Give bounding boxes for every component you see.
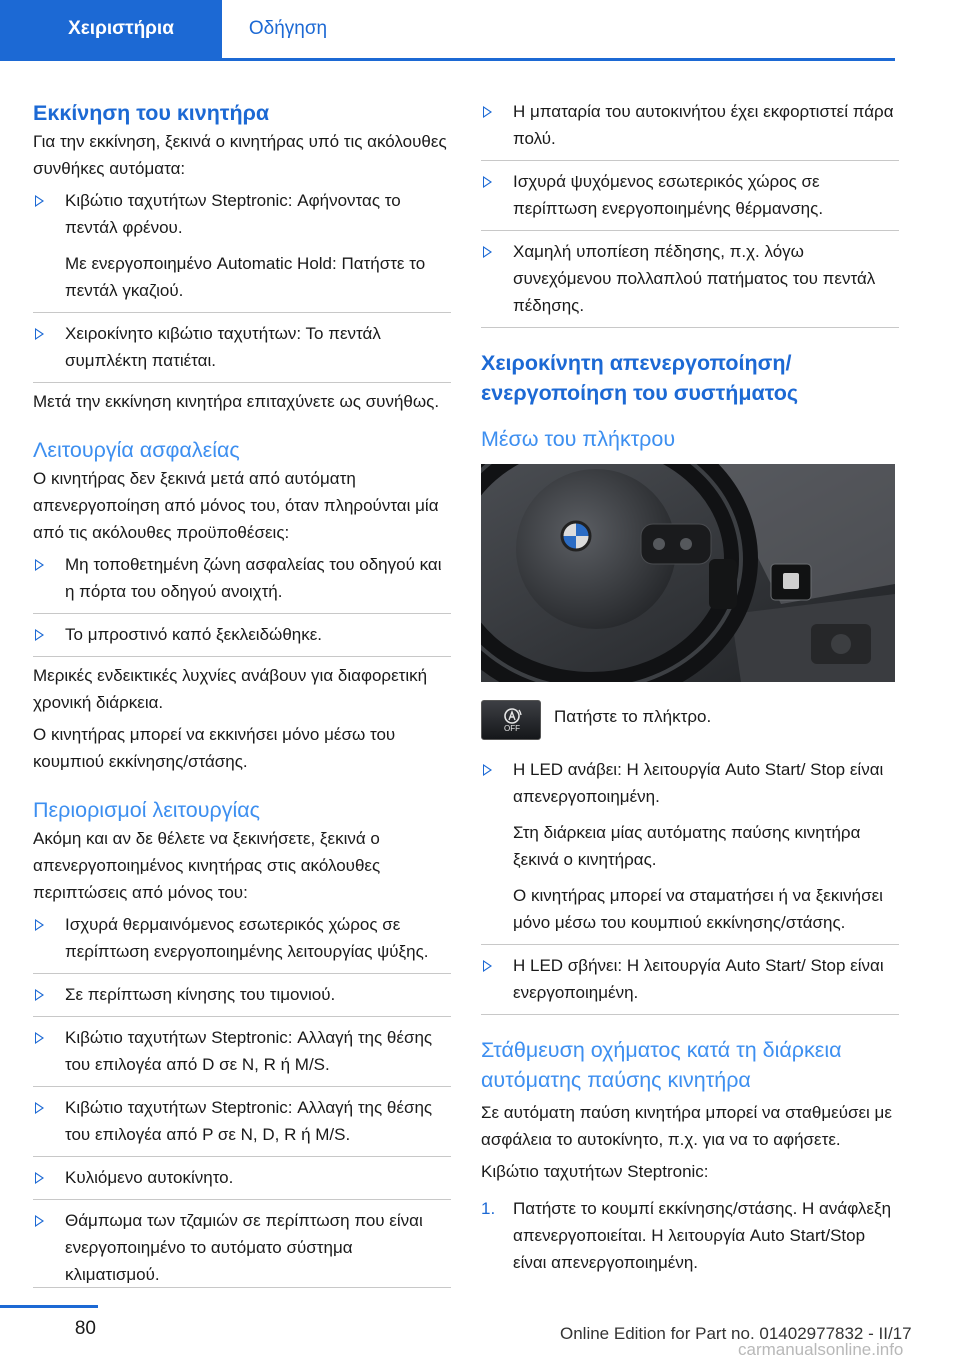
- list-item-text: Κιβώτιο ταχυτήτων Steptronic: Αλλαγή της θέσης του επιλογέα από P σε N, D, R ή M/S.: [65, 1098, 433, 1144]
- triangle-bullet-icon: [35, 629, 44, 641]
- list-item-text: Μη τοποθετημένη ζώνη ασφαλείας του οδηγού και η πόρτα του οδηγού ανοιχτή.: [65, 555, 442, 601]
- triangle-bullet-icon: [35, 1172, 44, 1184]
- header-rule: [0, 58, 895, 61]
- triangle-bullet-icon: [483, 176, 492, 188]
- heading-via-button: Μέσω του πλήκτρου: [481, 427, 676, 451]
- list-item: [33, 551, 451, 614]
- paragraph: Ο κινητήρας μπορεί να εκκινήσει μόνο μέσω του κουμπιού εκκίνησης/στάσης.: [33, 725, 396, 771]
- triangle-bullet-icon: [35, 559, 44, 571]
- list-item: [33, 187, 451, 313]
- heading-manual-toggle: Χειροκίνητη απενεργοποίηση/ ενεργοποίηση του συστήματος: [481, 351, 799, 405]
- button-icon-label: OFF: [504, 724, 520, 733]
- triangle-bullet-icon: [35, 1102, 44, 1114]
- bullet-list: [33, 551, 451, 657]
- dashboard-photo: [481, 464, 895, 682]
- list-item: [481, 1195, 899, 1276]
- page-number: 80: [74, 1318, 96, 1339]
- list-item: [33, 1164, 451, 1200]
- triangle-bullet-icon: [35, 1215, 44, 1227]
- list-item: [33, 911, 451, 974]
- watermark: carmanualsonline.info: [738, 1340, 904, 1359]
- numbered-list: [481, 1195, 899, 1276]
- triangle-bullet-icon: [35, 989, 44, 1001]
- triangle-bullet-icon: [483, 246, 492, 258]
- triangle-bullet-icon: [483, 960, 492, 972]
- edition-text: Online Edition for Part no. 01402977832 - II/17: [560, 1324, 912, 1343]
- paragraph: Μερικές ενδεικτικές λυχνίες ανάβουν για διαφορετική χρονική διάρκεια.: [33, 666, 428, 712]
- triangle-bullet-icon: [35, 919, 44, 931]
- paragraph: Για την εκκίνηση, ξεκινά ο κινητήρας υπό τις ακόλουθες συνθήκες αυτόματα:: [33, 132, 447, 178]
- list-item: [481, 238, 899, 328]
- list-item-text: Κιβώτιο ταχυτήτων Steptronic: Αλλαγή της θέσης του επιλογέα από D σε N, R ή M/S.: [65, 1028, 433, 1074]
- list-item: [33, 1094, 451, 1157]
- list-item-text: Κιβώτιο ταχυτήτων Steptronic: Αφήνοντας το πεντάλ φρένου.: [65, 191, 401, 237]
- list-item-text: Ισχυρά θερμαινόμενος εσωτερικός χώρος σε περίπτωση ενεργοποιημένης λειτουργίας ψύξης.: [65, 915, 429, 961]
- list-item-text: Θάμπωμα των τζαμιών σε περίπτωση που είναι ενεργοποιημένο το αυτόματο σύστημα κλιματισμού.: [65, 1211, 423, 1284]
- tab-driving[interactable]: Οδήγηση: [248, 18, 328, 39]
- bullet-list: [33, 187, 451, 383]
- triangle-bullet-icon: [483, 764, 492, 776]
- list-item: [33, 1024, 451, 1087]
- heading-engine-start: Εκκίνηση του κινητήρα: [33, 101, 270, 125]
- list-item-text: Η μπαταρία του αυτοκινήτου έχει εκφορτιστεί πάρα πολύ.: [513, 102, 894, 148]
- list-item: [33, 621, 451, 657]
- list-item-text: Χειροκίνητο κιβώτιο ταχυτήτων: Το πεντάλ συμπλέκτη πατιέται.: [65, 324, 381, 370]
- list-item-text: Η LED ανάβει: Η λειτουργία Auto Start/ Stop είναι απενεργοποιημένη.: [513, 760, 884, 806]
- right-column: [481, 98, 899, 1276]
- list-item: [481, 952, 899, 1015]
- paragraph: Ακόμη και αν δε θέλετε να ξεκινήσετε, ξεκινά ο απενεργοποιημένος κινητήρας στις ακόλουθες περιπτώσεις από μόνος του:: [33, 829, 381, 902]
- list-item-text: Σε περίπτωση κίνησης του τιμονιού.: [65, 985, 336, 1004]
- heading-safety-function: Λειτουργία ασφαλείας: [33, 438, 240, 462]
- triangle-bullet-icon: [35, 328, 44, 340]
- triangle-bullet-icon: [35, 1032, 44, 1044]
- list-item-text: Το μπροστινό καπό ξεκλειδώθηκε.: [65, 625, 323, 644]
- footer-rule: [0, 1305, 98, 1308]
- steering-wheel-illustration: [481, 464, 895, 682]
- button-instruction: [481, 700, 899, 744]
- list-item-text: Κυλιόμενο αυτοκίνητο.: [65, 1168, 234, 1187]
- list-item-text: Η LED σβήνει: Η λειτουργία Auto Start/ Stop είναι ενεργοποιημένη.: [513, 956, 884, 1002]
- list-item: [33, 1207, 451, 1288]
- paragraph: Ο κινητήρας δεν ξεκινά μετά από αυτόματη απενεργοποίηση από μόνος του, όταν πληρούνται μία από τις ακόλουθες προϋποθέσεις:: [33, 469, 439, 542]
- list-item-text: Χαμηλή υποπίεση πέδησης, π.χ. λόγω συνεχόμενου πολλαπλού πατήματος του πεντάλ πέδησης.: [513, 242, 876, 315]
- list-item-text: Ισχυρά ψυχόμενος εσωτερικός χώρος σε περίπτωση ενεργοποιημένης θέρμανσης.: [513, 172, 824, 218]
- tab-controls[interactable]: Χειριστήρια: [0, 0, 222, 58]
- list-item: [481, 756, 899, 945]
- list-item: [33, 981, 451, 1017]
- triangle-bullet-icon: [35, 195, 44, 207]
- list-item-subtext: Στη διάρκεια μίας αυτόματης παύσης κινητήρα ξεκινά ο κινητήρας.: [513, 823, 861, 869]
- list-item: [481, 168, 899, 231]
- step-number: 1.: [481, 1199, 496, 1218]
- bullet-list: [481, 756, 899, 1015]
- bullet-list: [33, 911, 451, 1288]
- paragraph: Μετά την εκκίνηση κινητήρα επιταχύνετε ως συνήθως.: [33, 392, 440, 411]
- list-item: [33, 320, 451, 383]
- bullet-list: [481, 98, 899, 328]
- list-item-subtext: Με ενεργοποιημένο Automatic Hold: Πατήστε το πεντάλ γκαζιού.: [65, 254, 426, 300]
- button-caption: Πατήστε το πλήκτρο.: [554, 707, 712, 726]
- list-item-subtext: Ο κινητήρας μπορεί να σταματήσει ή να ξεκινήσει μόνο μέσω του κουμπιού εκκίνησης/στάσης.: [513, 886, 883, 932]
- triangle-bullet-icon: [483, 106, 492, 118]
- paragraph: Σε αυτόματη παύση κινητήρα μπορεί να σταθμεύσει με ασφάλεια το αυτοκίνητο, π.χ. για να το αφήσετε.: [481, 1103, 892, 1149]
- left-column: [33, 98, 451, 1288]
- heading-function-limits: Περιορισμοί λειτουργίας: [33, 798, 261, 822]
- heading-parking-during-pause: Στάθμευση οχήματος κατά τη διάρκεια αυτόματης παύσης κινητήρα: [481, 1038, 842, 1092]
- auto-start-stop-button-icon: [481, 700, 541, 740]
- list-item-text: Πατήστε το κουμπί εκκίνησης/στάσης. Η ανάφλεξη απενεργοποιείται. Η λειτουργία Auto Start/Stop είναι απενεργοποιημένη.: [513, 1199, 892, 1272]
- header-tabbar: [0, 0, 895, 62]
- paragraph: Κιβώτιο ταχυτήτων Steptronic:: [481, 1162, 709, 1181]
- list-item: [481, 98, 899, 161]
